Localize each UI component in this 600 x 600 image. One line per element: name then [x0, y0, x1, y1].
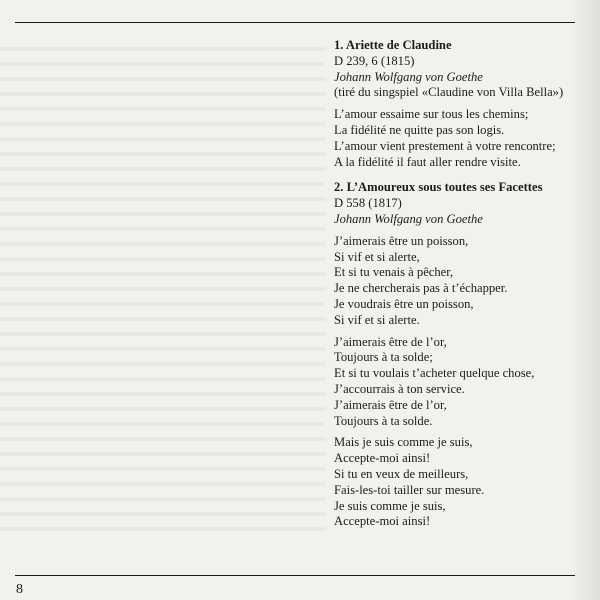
lyric-line: Si vif et si alerte,: [334, 249, 420, 264]
lyric-line: Et si tu voulais t’acheter quelque chose,: [334, 366, 535, 381]
song-author: Johann Wolfgang von Goethe: [334, 211, 483, 226]
lyric-line: J’aimerais être de l’or,: [334, 397, 447, 412]
lyric-line: J’accourrais à ton service.: [334, 381, 465, 396]
lyric-line: Toujours à ta solde.: [334, 413, 433, 428]
song-title: 1. Ariette de Claudine: [334, 38, 452, 52]
top-rule: [15, 22, 575, 23]
lyric-line: Je suis comme je suis,: [334, 498, 446, 513]
lyric-line: La fidélité ne quitte pas son logis.: [334, 122, 505, 137]
stanza: [334, 107, 584, 170]
page-number: 8: [16, 582, 23, 597]
bottom-rule: [15, 575, 575, 576]
lyric-line: Toujours à ta solde;: [334, 350, 433, 365]
stanza: [334, 335, 584, 430]
lyric-line: J’aimerais être de l’or,: [334, 334, 447, 349]
lyric-line: J’aimerais être un poisson,: [334, 233, 469, 248]
lyric-line: A la fidélité il faut aller rendre visite.: [334, 154, 521, 169]
lyric-line: Si tu en veux de meilleurs,: [334, 466, 469, 481]
lyric-line: Je voudrais être un poisson,: [334, 296, 474, 311]
song-catalog: D 558 (1817): [334, 196, 402, 211]
lyric-line: Si vif et si alerte.: [334, 312, 420, 327]
song-2: [334, 180, 584, 530]
lyric-line: Accepte-moi ainsi!: [334, 514, 431, 529]
song-note: (tiré du singspiel «Claudine von Villa Bella»): [334, 85, 564, 100]
stanza: [334, 435, 584, 530]
song-1: [334, 38, 584, 170]
lyric-line: L’amour essaime sur tous les chemins;: [334, 107, 529, 122]
lyric-line: Je ne chercherais pas à t’échapper.: [334, 281, 508, 296]
reverse-side-bleed-through: [0, 36, 325, 536]
lyric-line: Fais-les-toi tailler sur mesure.: [334, 482, 485, 497]
song-author: Johann Wolfgang von Goethe: [334, 69, 483, 84]
lyric-line: Mais je suis comme je suis,: [334, 435, 473, 450]
lyric-line: Et si tu venais à pêcher,: [334, 265, 454, 280]
song-title: 2. L’Amoureux sous toutes ses Facettes: [334, 180, 543, 195]
lyric-line: Accepte-moi ainsi!: [334, 451, 431, 466]
lyric-line: L’amour vient prestement à votre rencontre;: [334, 138, 556, 153]
song-catalog: D 239, 6 (1815): [334, 53, 415, 68]
stanza: [334, 234, 584, 329]
lyrics-column: [334, 38, 584, 530]
